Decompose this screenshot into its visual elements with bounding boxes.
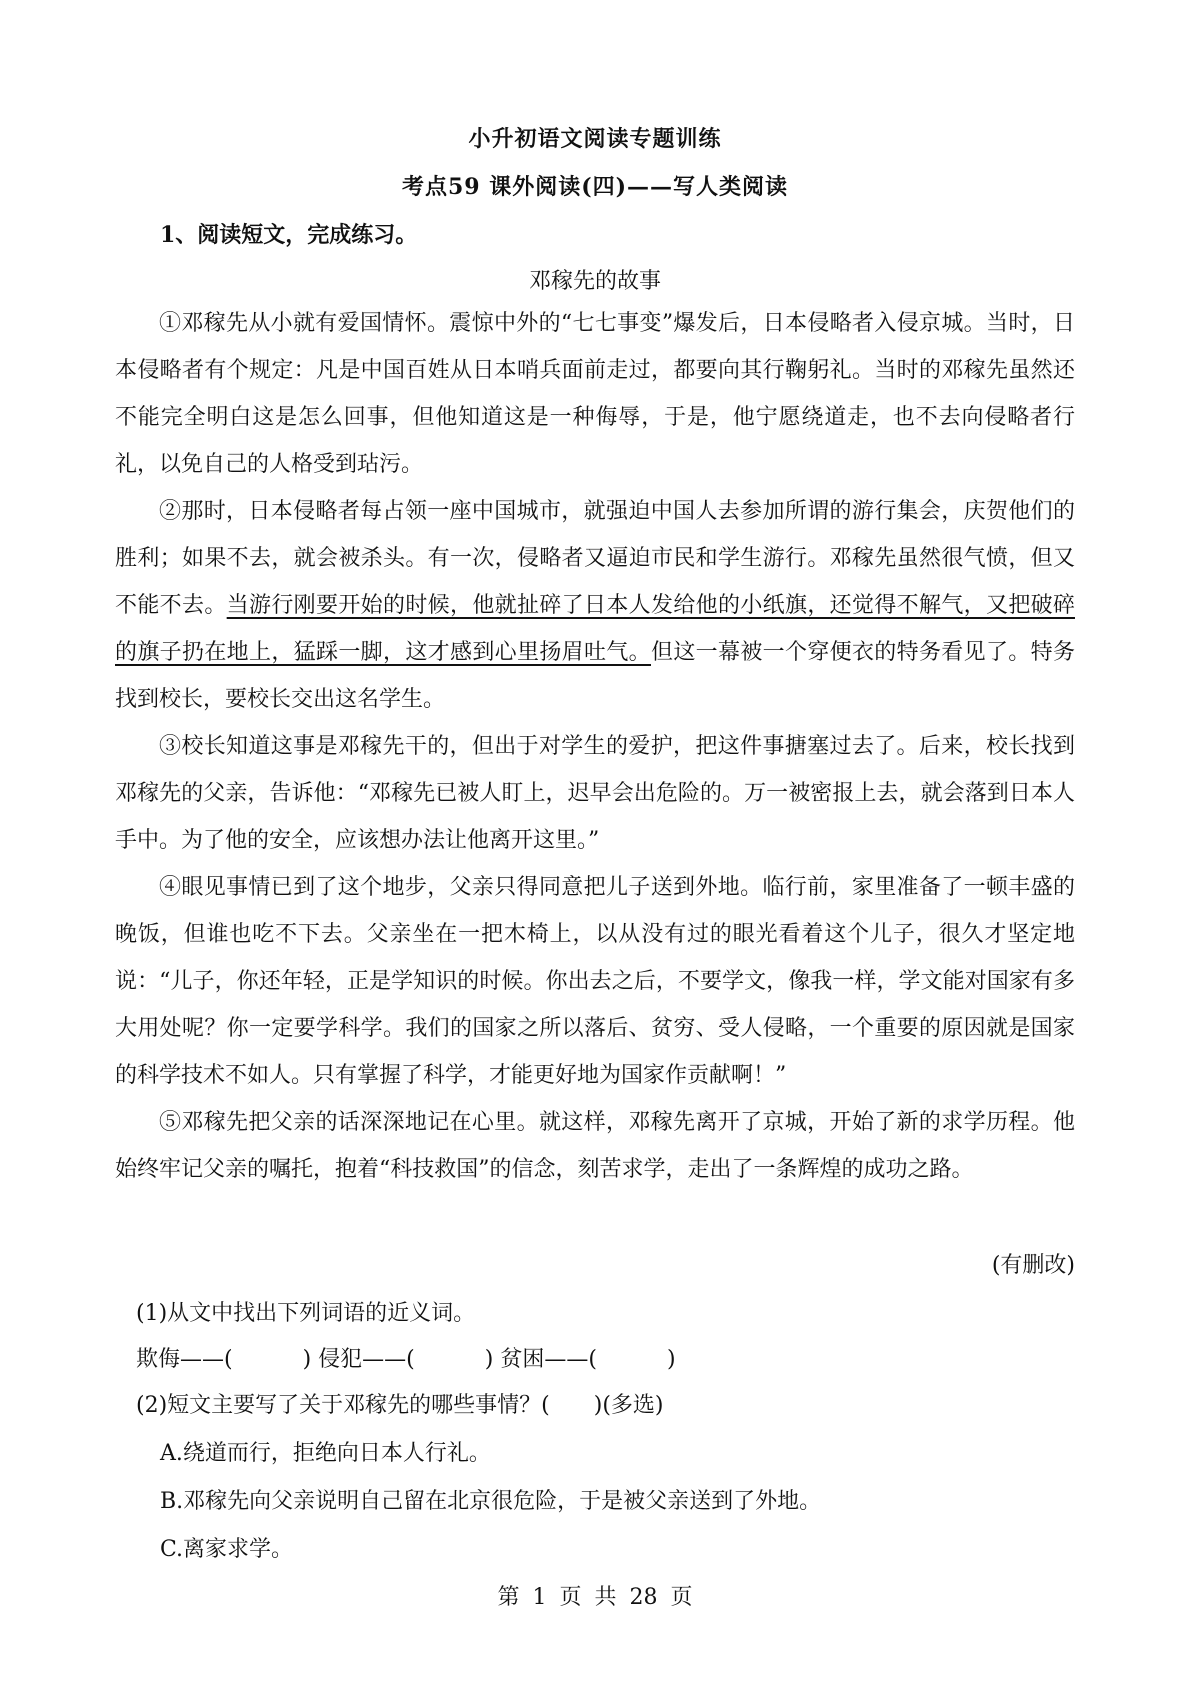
- question-1: (1)从文中找出下列词语的近义词。: [136, 1301, 476, 1326]
- paragraph-3: ③校长知道这事是邓稼先干的，但出于对学生的爱护，把这件事搪塞过去了。后来，校长找到邓稼先的父亲，告诉他：“邓稼先已被人盯上，迟早会出危险的。万一被密报上去，就会落到日本人手中。为了他的安全，应该想办法让他离开这里。”: [115, 734, 1075, 853]
- source-note: (有删改): [991, 1253, 1075, 1278]
- article-title: 邓稼先的故事: [528, 269, 661, 294]
- paragraph-5: ⑤邓稼先把父亲的话深深地记在心里。就这样，邓稼先离开了京城，开始了新的求学历程。他始终牢记父亲的嘱托，抱着“科技救国”的信念，刻苦求学，走出了一条辉煌的成功之路。: [115, 1110, 1075, 1182]
- article-body: [115, 300, 1075, 1193]
- paragraph-2: [115, 488, 1075, 723]
- question-1-words: [136, 1342, 676, 1373]
- underlined-sentence: 当游行刚要开始的时候，他就扯碎了日本人发给他的小纸旗，还觉得不解气，又把破碎的旗子扔在地上，猛踩一脚，这才感到心里扬眉吐气。: [115, 593, 1075, 665]
- question-2: (2)短文主要写了关于邓稼先的哪些事情？( )(多选): [136, 1393, 664, 1418]
- paragraph-2-start: ②那时，日本侵略者每占领一座中国城市，就强迫中国人去参加所谓的游行集会，庆贺他们的胜利；如果不去，就会被杀头。有一次，侵略者又逼迫市民和学生游行。邓稼先虽然很气愤，但又不能不去。: [115, 499, 1075, 618]
- paragraph-2-end: 但这一幕被一个穿便衣的特务看见了。特务找到校长，要校长交出这名学生。: [115, 640, 1075, 712]
- option-a: A.绕道而行，拒绝向日本人行礼。: [160, 1441, 491, 1466]
- word-1: 欺侮——(: [136, 1347, 233, 1372]
- word-2: ) 侵犯——(: [302, 1347, 415, 1372]
- question-heading: 1、阅读短文，完成练习。: [160, 222, 418, 248]
- word-3: ) 贫困——(: [484, 1347, 597, 1372]
- document-title: 小升初语文阅读专题训练: [468, 126, 722, 152]
- document-subtitle: 考点59 课外阅读(四)——写人类阅读: [401, 174, 789, 200]
- option-c: C.离家求学。: [160, 1537, 294, 1562]
- paragraph-1: ①邓稼先从小就有爱国情怀。震惊中外的“七七事变”爆发后，日本侵略者入侵京城。当时，日本侵略者有个规定：凡是中国百姓从日本哨兵面前走过，都要向其行鞠躬礼。当时的邓稼先虽然还不能完全明白这是怎么回事，但他知道这是一种侮辱，于是，他宁愿绕道走，也不去向侵略者行礼，以免自己的人格受到玷污。: [115, 311, 1075, 477]
- option-b: B.邓稼先向父亲说明自己留在北京很危险，于是被父亲送到了外地。: [160, 1489, 822, 1514]
- page-footer: 第 1 页 共 28 页: [497, 1585, 693, 1610]
- word-end: ): [666, 1347, 676, 1372]
- paragraph-4: ④眼见事情已到了这个地步，父亲只得同意把儿子送到外地。临行前，家里准备了一顿丰盛的晚饭，但谁也吃不下去。父亲坐在一把木椅上，以从没有过的眼光看着这个儿子，很久才坚定地说：“儿子，你还年轻，正是学知识的时候。你出去之后，不要学文，像我一样，学文能对国家有多大用处呢？你一定要学科学。我们的国家之所以落后、贫穷、受人侵略，一个重要的原因就是国家的科学技术不如人。只有掌握了科学，才能更好地为国家作贡献啊！”: [115, 875, 1075, 1088]
